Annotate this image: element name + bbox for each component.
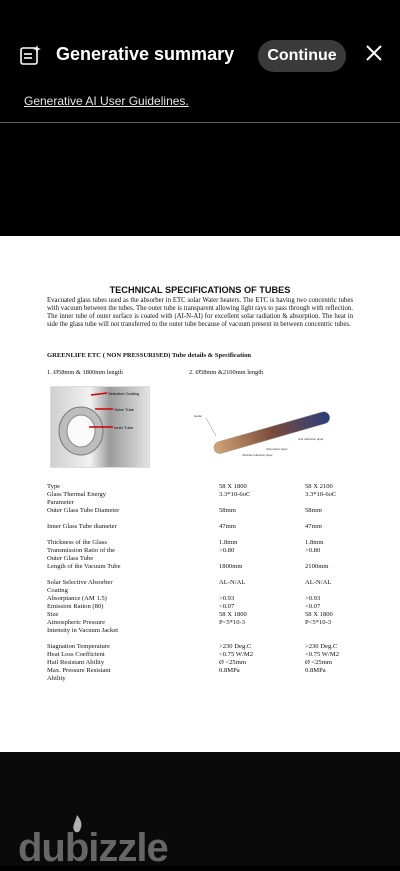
spec-value-2100: 3.3*10-6oC bbox=[305, 491, 337, 498]
spec-value-2100: 58 X 2100 bbox=[305, 483, 333, 490]
continue-button[interactable]: Continue bbox=[258, 40, 346, 72]
label-outer-tube: Outer Tube bbox=[114, 407, 135, 412]
document-title: TECHNICAL SPECIFICATIONS OF TUBES bbox=[109, 285, 291, 295]
guidelines-link[interactable]: Generative AI User Guidelines. bbox=[24, 94, 189, 108]
spec-value-2100: >230 Deg.C bbox=[305, 643, 338, 650]
spec-value-1800: 58mm bbox=[219, 507, 236, 514]
spec-label: Stagnation Temperature bbox=[47, 643, 110, 650]
tube-cross-section-image bbox=[50, 386, 150, 468]
spec-value-2100: <0.07 bbox=[305, 603, 321, 610]
spec-label: Hail Resistant Ability bbox=[47, 659, 105, 666]
close-icon[interactable] bbox=[365, 44, 383, 62]
spec-label: Intensity in Vacuum Jacket bbox=[47, 627, 119, 634]
spec-value-1800: 58 X 1800 bbox=[219, 611, 247, 618]
generative-summary-icon bbox=[20, 44, 42, 66]
label-absorption: Absorption layer bbox=[266, 447, 288, 451]
spec-label: Heat Loss Coefficient bbox=[47, 651, 105, 658]
spec-value-1800: AL-N/AL bbox=[219, 579, 246, 586]
spec-value-2100: 58mm bbox=[305, 507, 322, 514]
spec-label: Emission Ration (80) bbox=[47, 603, 104, 610]
spec-value-2100: 47mm bbox=[305, 523, 322, 530]
spec-value-1800: 1800mm bbox=[219, 563, 243, 570]
spec-value-1800: <0.07 bbox=[219, 603, 235, 610]
document-intro: Evacuated glass tubes used as the absorber in ETC solar Water heaters. The ETC is having two concentric tubes with vacuum between the tubes. The outer tube is transparent allowing light rays to pass through with reflection. The inner tube of outer surface is coated with (AI-N-AI) for excellent solar radiation & absorption. The heat in side the glass tube will not transferred to the outer tube because of vacuum present in between concentric tubes. bbox=[47, 297, 353, 328]
spec-value-1800: 3.3*10-6oC bbox=[219, 491, 251, 498]
spec-value-1800: >0.80 bbox=[219, 547, 235, 554]
spec-label: Parameter bbox=[47, 499, 74, 506]
spec-value-2100: 0.8MPa bbox=[305, 667, 326, 674]
spec-label: Size bbox=[47, 611, 59, 618]
label-anti-reflection: Anti reflection layer bbox=[298, 437, 324, 441]
spec-value-2100: <0.75 W/M2 bbox=[305, 651, 340, 658]
spec-label: Atmospheric Pressure bbox=[47, 619, 106, 626]
spec-value-1800: 47mm bbox=[219, 523, 236, 530]
spec-value-2100: >0.80 bbox=[305, 547, 321, 554]
spec-label: Coating bbox=[47, 587, 68, 594]
spec-value-1800: <0.75 W/M2 bbox=[219, 651, 254, 658]
spec-label: Length of the Vacuum Tube bbox=[47, 563, 121, 570]
spec-label: Inner Glass Tube diameter bbox=[47, 523, 117, 530]
spec-value-2100: AL-N/AL bbox=[305, 579, 332, 586]
spec-value-1800: Ø <25mm bbox=[219, 659, 246, 666]
spec-label: Absorptance (AM 1.5) bbox=[47, 595, 107, 602]
spec-label: Glass Thermal Energy bbox=[47, 491, 107, 498]
spec-value-1800: 0.8MPa bbox=[219, 667, 240, 674]
spec-label: Outer Glass Tube Diameter bbox=[47, 507, 120, 514]
spec-value-2100: Ø <25mm bbox=[305, 659, 332, 666]
spec-label: Transmission Ratio of the bbox=[47, 547, 116, 554]
spec-label: Thickness of the Glass bbox=[47, 539, 107, 546]
spec-value-2100: >0.93 bbox=[305, 595, 321, 602]
dubizzle-watermark: dubizzle bbox=[18, 826, 168, 870]
spec-value-1800: 1.8mm bbox=[219, 539, 238, 546]
spec-value-2100: 2100mm bbox=[305, 563, 329, 570]
spec-value-1800: >0.93 bbox=[219, 595, 235, 602]
spec-label: Max. Pressure Resistant bbox=[47, 667, 111, 674]
spec-value-1800: >230 Deg.C bbox=[219, 643, 252, 650]
spec-value-1800: P<5*10-3 bbox=[219, 619, 246, 626]
divider bbox=[0, 122, 400, 123]
document-subhead: GREENLIFE ETC ( NON PRESSURISED) Tube details & Specification bbox=[47, 352, 252, 359]
top-bar bbox=[0, 0, 400, 112]
label-infrared-reflection: Infrared reflection layer bbox=[242, 453, 273, 457]
spec-value-2100: 1.8mm bbox=[305, 539, 324, 546]
spec-label: Ability bbox=[47, 675, 66, 682]
document-page bbox=[0, 236, 400, 752]
label-getter: Getter bbox=[194, 414, 203, 418]
spec-label: Solar Selective Absorber bbox=[47, 579, 113, 586]
spec-value-1800: 58 X 1800 bbox=[219, 483, 247, 490]
label-inner-tube: Inner Tube bbox=[114, 425, 134, 430]
label-selective-coating: Selective Coating bbox=[108, 391, 140, 396]
tube-option-2: 2. Ø58mm &2100mm length bbox=[189, 369, 264, 376]
spec-label: Outer Glass Tube bbox=[47, 555, 94, 562]
tube-option-1: 1. Ø58mm & 1800mm length bbox=[47, 369, 123, 376]
spec-value-2100: 58 X 1800 bbox=[305, 611, 333, 618]
tube-layers-image bbox=[192, 408, 342, 460]
page-title: Generative summary bbox=[56, 44, 235, 64]
spec-value-2100: P<5*10-3 bbox=[305, 619, 332, 626]
spec-label: Type bbox=[47, 483, 61, 490]
